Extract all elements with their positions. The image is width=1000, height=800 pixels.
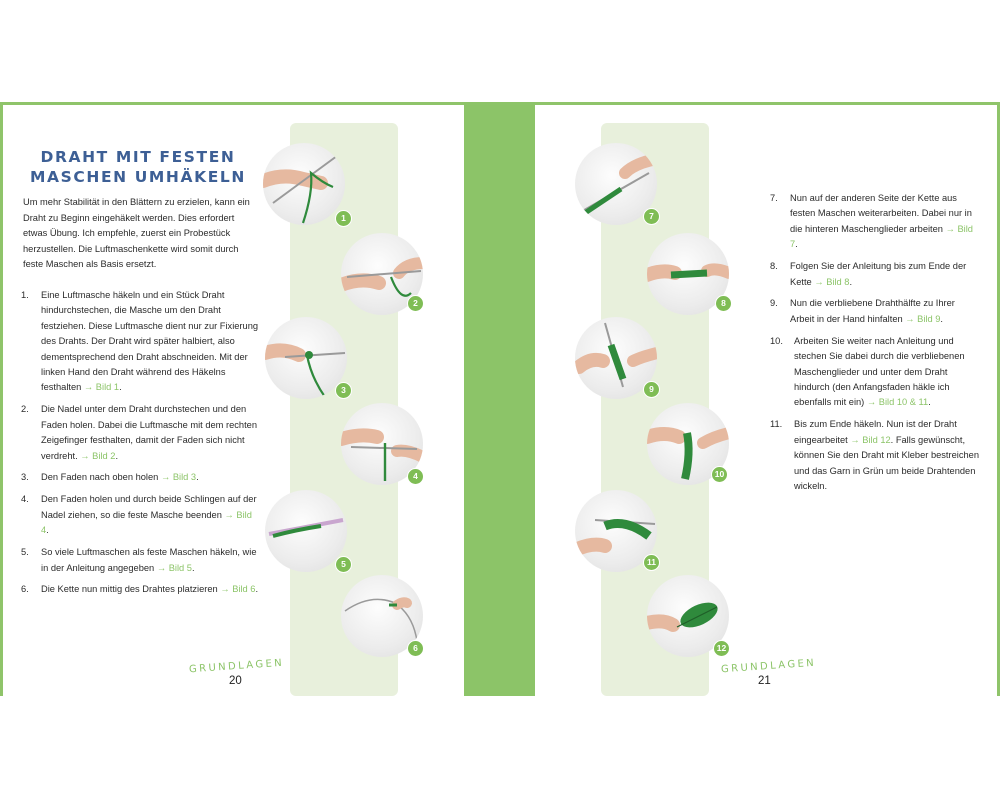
steps-list-right xyxy=(770,191,980,501)
title-line-2: MASCHEN UMHÄKELN xyxy=(30,168,246,186)
photo-reference: → Bild 2 xyxy=(80,450,116,461)
intro-paragraph: Um mehr Stabilität in den Blättern zu erzielen, kann ein Draht zu Beginn eingehäkelt werden. Dies erfordert etwas Übung. Ich empfehle, zuerst ein Probestück herzustellen. Die Luftmaschenkette wird somit durch feste Maschen als Basis ersetzt. xyxy=(23,197,250,270)
section-title xyxy=(23,147,253,187)
step-item: 5. So viele Luftmaschen als feste Maschen häkeln, wie in der Anleitung angegeben → Bild 5. xyxy=(21,547,257,573)
photo-reference: → Bild 9 xyxy=(905,313,941,324)
step-item: 3. Den Faden nach oben holen → Bild 3. xyxy=(21,472,199,483)
photo-number-badge: 10 xyxy=(711,466,728,483)
step-photo-1 xyxy=(263,143,345,225)
photo-number-badge: 2 xyxy=(407,295,424,312)
photo-reference: → Bild 3 xyxy=(160,472,197,483)
step-item: 7. Nun auf der anderen Seite der Kette aus festen Maschen weiterarbeiten. Dabei nur in die hinteren Maschenglieder arbeiten → Bild 7. xyxy=(770,193,973,250)
step-item: 4. Den Faden holen und durch beide Schlingen auf der Nadel ziehen, so die feste Masche beenden → Bild 4. xyxy=(21,494,257,536)
photo-number-badge: 7 xyxy=(643,208,660,225)
photo-reference: → Bild 7 xyxy=(790,223,973,250)
page-number: 21 xyxy=(758,675,771,687)
right-page xyxy=(535,102,1000,696)
step-photo-5 xyxy=(265,490,347,572)
photo-reference: → Bild 6 xyxy=(220,584,256,595)
book-spread xyxy=(0,102,1000,696)
steps-list-left xyxy=(21,288,261,604)
photo-number-badge: 8 xyxy=(715,295,732,312)
left-page xyxy=(0,102,464,696)
step-item: 2. Die Nadel unter dem Draht durchstechen und den Faden holen. Dabei die Luftmasche mit dem rechten Zeigefinger festhalten, damit der Faden sich nicht verdreht. → Bild 2. xyxy=(21,404,258,461)
book-gutter xyxy=(464,102,535,696)
photo-number-badge: 12 xyxy=(713,640,730,657)
photo-reference: → Bild 10 & 11 xyxy=(866,397,929,408)
section-footer-label: GRUNDLAGEN xyxy=(188,657,285,676)
title-line-1: DRAHT MIT FESTEN xyxy=(40,148,236,166)
photo-reference: → Bild 4 xyxy=(41,509,252,536)
photo-number-badge: 9 xyxy=(643,381,660,398)
step-item: 1. Eine Luftmasche häkeln und ein Stück Draht hindurchstechen, die Masche um den Draht festziehen. Diese Luftmasche dient nur zur Fixierung des Drahts. Der Draht wird später halbiert, also dementsprechend den Draht abschneiden. Mit der linken Hand den Draht während des Häkelns festhalten → Bild 1. xyxy=(21,290,259,393)
photo-number-badge: 4 xyxy=(407,468,424,485)
photo-reference: → Bild 1 xyxy=(83,382,120,393)
photo-number-badge: 3 xyxy=(335,382,352,399)
photo-number-badge: 6 xyxy=(407,640,424,657)
photo-reference: → Bild 8 xyxy=(814,276,850,287)
page-number: 20 xyxy=(229,675,242,687)
photo-number-badge: 11 xyxy=(643,554,660,571)
photo-number-badge: 1 xyxy=(335,210,352,227)
step-item: 9. Nun die verbliebene Drahthälfte zu Ihrer Arbeit in der Hand hinfalten → Bild 9. xyxy=(770,298,955,324)
step-item: 8. Folgen Sie der Anleitung bis zum Ende der Kette → Bild 8. xyxy=(770,261,967,287)
photo-reference: → Bild 5 xyxy=(156,562,192,573)
step-item: 11. Bis zum Ende häkeln. Nun ist der Draht eingearbeitet → Bild 12. Falls gewünscht, können Sie den Draht mit Kleber bestreichen und das Garn in Grün um beide Drahtenden wickeln. xyxy=(770,419,980,491)
photo-number-badge: 5 xyxy=(335,556,352,573)
step-item: 6. Die Kette nun mittig des Drahtes platzieren → Bild 6. xyxy=(21,584,259,595)
photo-reference: → Bild 12 xyxy=(850,434,891,445)
step-item: 10. Arbeiten Sie weiter nach Anleitung und stechen Sie dabei durch die verbliebenen Maschenglieder und unter dem Draht hindurch (den Anfangsfaden häkle ich ebenfalls mit ein) → Bild 10 & 11. xyxy=(770,335,965,408)
section-footer-label: GRUNDLAGEN xyxy=(720,657,817,676)
